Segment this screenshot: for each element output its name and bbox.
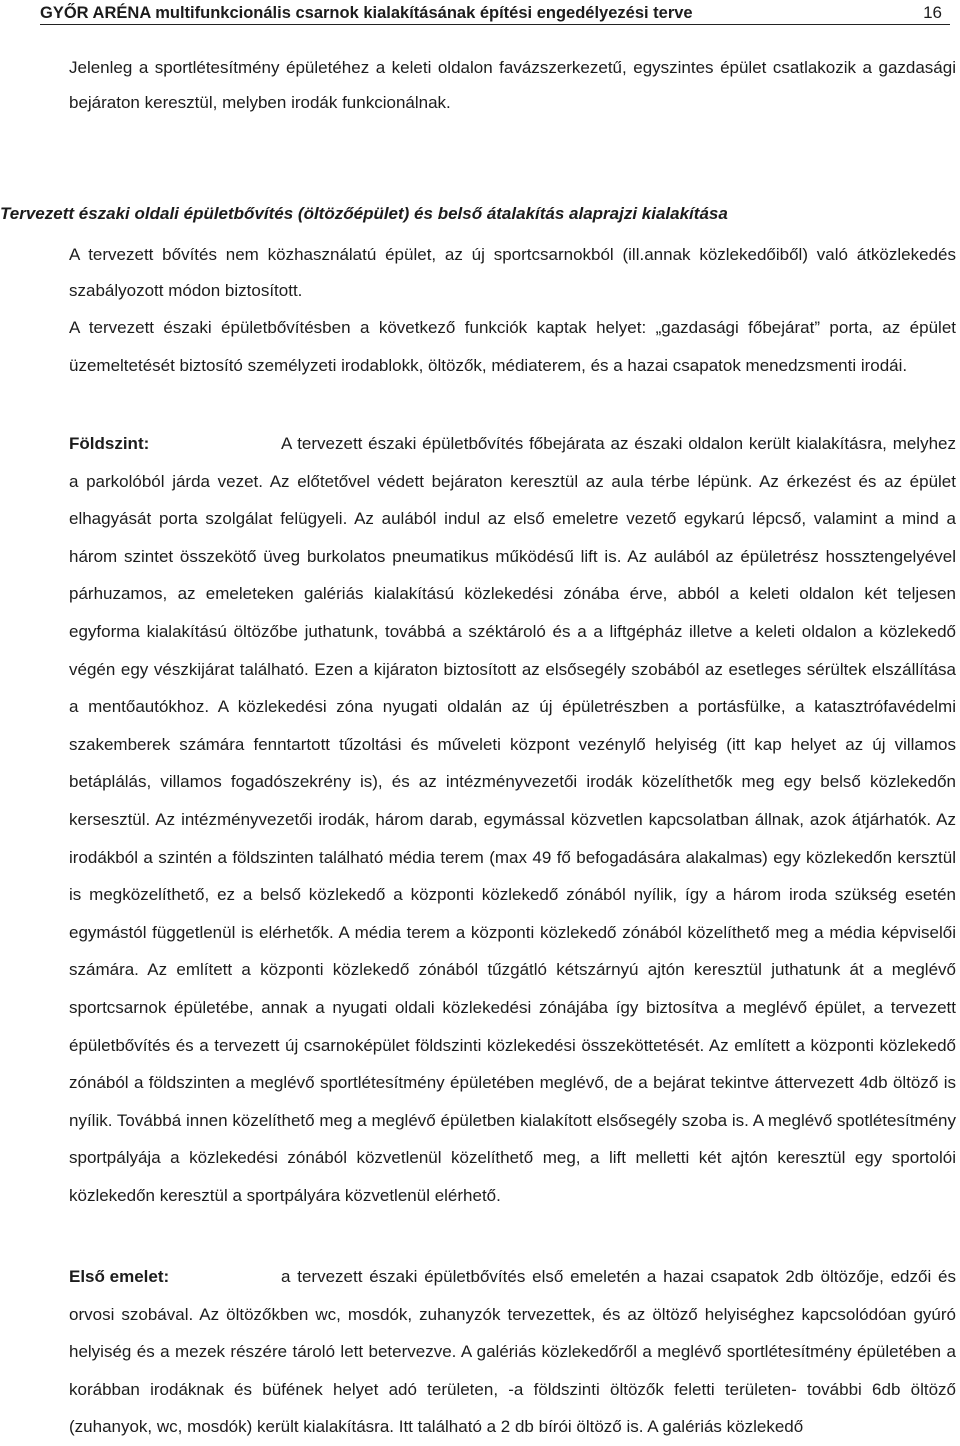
document-title: GYŐR ARÉNA multifunkcionális csarnok kialakításának építési engedélyezési terve xyxy=(40,4,693,22)
paragraph-functions: A tervezett északi épületbővítésben a következő funkciók kaptak helyet: „gazdasági főbejárat” porta, az épület üzemeltetését biztosító személyzeti irodablokk, öltözők, médiaterem, és a hazai csapatok menedzsmenti irodái. xyxy=(69,318,956,375)
running-header xyxy=(40,2,950,25)
first-floor-paragraph xyxy=(69,1258,956,1446)
ground-floor-paragraph xyxy=(69,425,956,1214)
first-floor-text: a tervezett északi épületbővítés első emeletén a hazai csapatok 2db öltözője, edzői és orvosi szobával. Az öltözőkben wc, mosdók, zuhanyzók tervezettek, és az öltöző helyiséghez kapcsolódóan gyúró helyiség és a mezek részére tároló lett betervezve. A galériás közlekedőről a meglévő sportlétesítmény épületében a korábban irodáknak és büfének helyet adó területen, -a földszinti öltözők feletti területen- további 6db öltöző (zuhanyok, wc, mosdók) került kialakításra. Itt található a 2 db bírói öltöző is. A galériás közlekedő xyxy=(69,1267,956,1437)
page-number: 16 xyxy=(923,3,942,22)
ground-floor-text: A tervezett északi épületbővítés főbejárata az északi oldalon került kialakításra, melyhez a parkolóból járda vezet. Az előtetővel védett bejáraton keresztül az aula térbe lépünk. Az érkezést és az épület elhagyását porta szolgálat felügyeli. Az aulából indul az első emeletre vezető egykarú lépcső, valamint a mind a három szintet összekötő üveg burkolatos pneumatikus működésű lift is. Az aulából az épületrész hossztengelyével párhuzamos, az emeleteken galériás kialakítású közlekedési zónába érve, abból a keleti oldalon két teljesen egyforma kialakítású öltözőbe juthatunk, továbbá a széktároló és a a liftgépház illetve a keleti oldalon a közlekedő végén egy vészkijárat található. Ezen a kijáraton biztosított az elsősegély szobából az esetleges sérültek elszállítása a mentőautókhoz. A közlekedési zóna nyugati oldalán az új épületrészben a portásfülke, a katasztrófavédelmi szakemberek számára fenntartott tűzoltási és műveleti központ vezénylő helyiség (itt kap helyet az új villamos betáplálás, villamos fogadószekrény is), és az intézményvezetői irodák közelíthetők meg egy belső közlekedőn kersesztül. Az intézményvezetői irodák, három darab, egymással közvetlen kapcsolatban állnak, azok átjárhatók. Az irodákból a szintén a földszinten található média terem (max 49 fő befogadására alakalmas) egy közlekedőn kersztül is megközelíthető, ez a belső közlekedő a központi közlekedő zónából nyílik, így a három iroda szükség esetén egymástól függetlenül is elérhetők. A média terem a központi közlekedő zónából közelíthető meg a média képviselői számára. Az említett a központi közlekedő zónából tűzgátló kétszárnyú ajtón keresztül juthatunk át a meglévő sportcsarnok épületébe, annak a nyugati oldali közlekedési zónájába így biztosítva a meglévő épület, a tervezett épületbővítés és a tervezett új csarnoképület földszinti közlekedési összeköttetését. Az említett a központi közlekedő zónából a földszinten a meglévő sportlétesítmény épületében meglévő, de a bejárat tekintve áttervezett 4db öltöző is nyílik. Továbbá innen közelíthető meg a meglévő épületben kialakított elsősegély szoba is. A meglévő spotlétesítmény sportpályája a közlekedési zónából közvetlenül közelíthető meg, a lift melletti két ajtón keresztül egy sportolói közlekedőn keresztül a sportpályára közvetlenül elérhető. xyxy=(69,434,956,1205)
intro-paragraph: Jelenleg a sportlétesítmény épületéhez a keleti oldalon favázszerkezetű, egyszintes épület csatlakozik a gazdasági bejáraton keresztül, melyben irodák funkcionálnak. xyxy=(69,58,956,112)
ground-floor-label: Földszint: xyxy=(69,434,150,453)
paragraph-access: A tervezett bővítés nem közhasználatú épület, az új sportcsarnokból (ill.annak közlekedőiből) való átközlekedés szabályozott módon biztosított. xyxy=(69,245,956,300)
first-floor-label: Első emelet: xyxy=(69,1267,170,1286)
section-heading: Tervezett északi oldali épületbővítés (öltözőépület) és belső átalakítás alaprajzi kialakítása xyxy=(0,204,728,223)
